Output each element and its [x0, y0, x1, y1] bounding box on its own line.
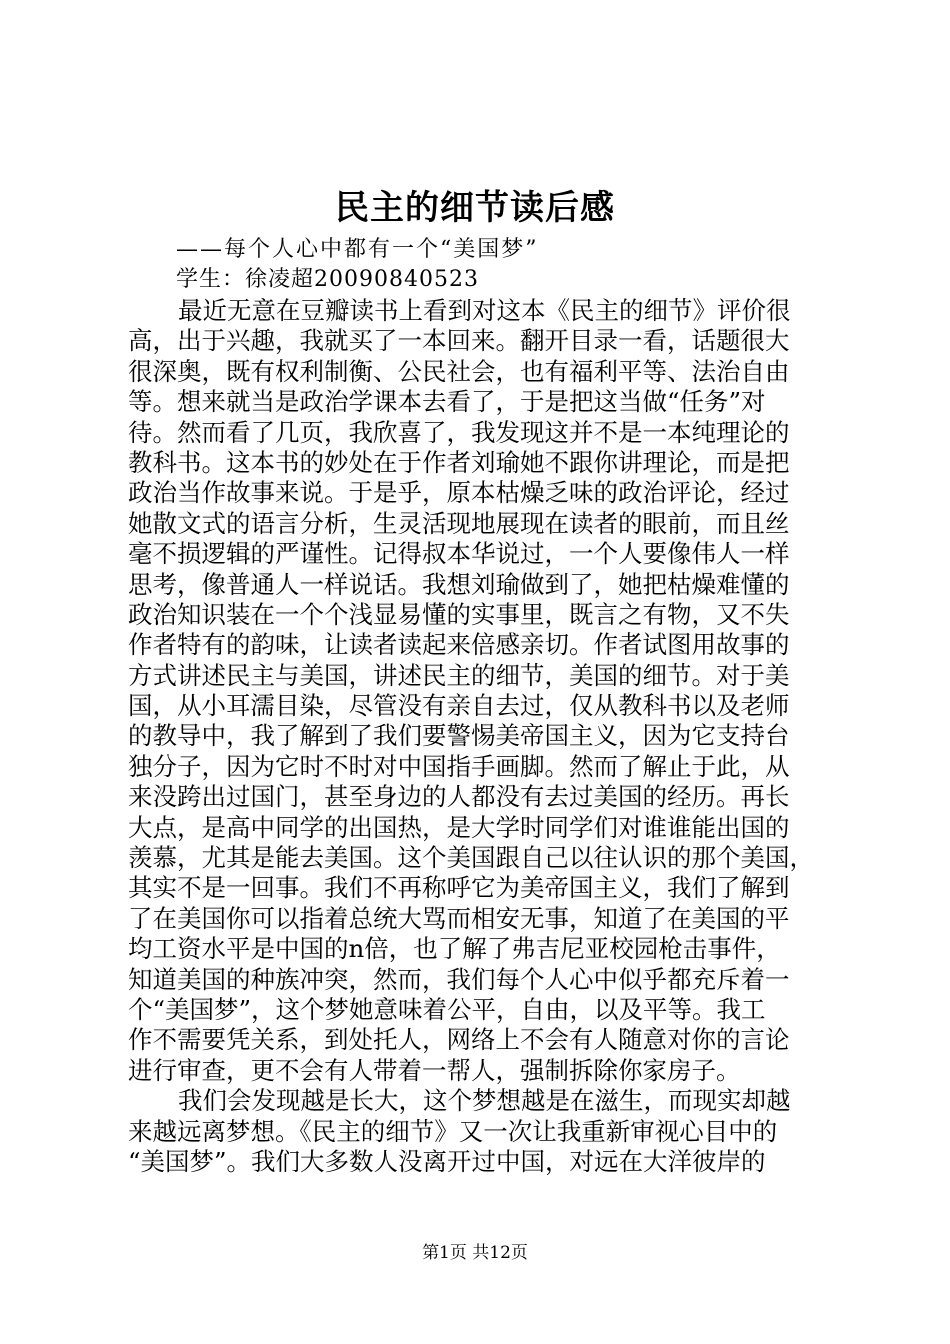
paragraph-line: 教科书。这本书的妙处在于作者刘瑜她不跟你讲理论，而是把 [128, 447, 790, 477]
paragraph-line: “美国梦”。我们大多数人没离开过中国，对远在大洋彼岸的 [128, 1146, 766, 1176]
paragraph-line: 她散文式的语言分析，生灵活现地展现在读者的眼前，而且丝 [128, 508, 790, 538]
paragraph-line: 我们会发现越是长大，这个梦想越是在滋生，而现实却越 [178, 1086, 791, 1116]
paragraph-line: 来越远离梦想。《民主的细节》又一次让我重新审视心目中的 [128, 1116, 778, 1146]
paragraph-line: 进行审查，更不会有人带着一帮人，强制拆除你家房子。 [128, 1055, 741, 1085]
document-subtitle: ——每个人心中都有一个“美国梦” [176, 237, 539, 262]
page-footer: 第1页 共12页 [422, 1243, 528, 1263]
paragraph-line: 最近无意在豆瓣读书上看到对这本《民主的细节》评价很 [178, 296, 791, 325]
paragraph-line: 大点，是高中同学的出国热，是大学时同学们对谁谁能出国的 [128, 812, 790, 842]
student-info: 学生：徐凌超20090840523 [176, 267, 479, 292]
paragraph-line: 政治当作故事来说。于是乎，原本枯燥乏味的政治评论，经过 [128, 478, 790, 508]
paragraph-line: 高，出于兴趣，我就买了一本回来。翻开目录一看，话题很大 [128, 326, 790, 356]
paragraph-line: 作不需要凭关系，到处托人，网络上不会有人随意对你的言论 [128, 1025, 790, 1055]
paragraph-line: 作者特有的韵味，让读者读起来倍感亲切。作者试图用故事的 [128, 630, 790, 660]
paragraph-line: 其实不是一回事。我们不再称呼它为美帝国主义，我们了解到 [128, 873, 790, 903]
paragraph-line: 来没跨出过国门，甚至身边的人都没有去过美国的经历。再长 [128, 782, 790, 812]
document-title: 民主的细节读后感 [335, 188, 615, 228]
paragraph-line: 国，从小耳濡目染，尽管没有亲自去过，仅从教科书以及老师 [128, 691, 790, 721]
paragraph-line: 政治知识装在一个个浅显易懂的实事里，既言之有物，又不失 [128, 599, 790, 629]
paragraph-line: 很深奥，既有权利制衡、公民社会，也有福利平等、法治自由 [128, 356, 790, 386]
paragraph-line: 了在美国你可以指着总统大骂而相安无事，知道了在美国的平 [128, 903, 790, 933]
paragraph-line: 的教导中，我了解到了我们要警惕美帝国主义，因为它支持台 [128, 721, 790, 751]
paragraph-line: 等。想来就当是政治学课本去看了，于是把这当做“任务”对 [128, 387, 766, 417]
paragraph-line: 羡慕，尤其是能去美国。这个美国跟自己以往认识的那个美国， [128, 843, 814, 873]
paragraph-line: 思考，像普通人一样说话。我想刘瑜做到了，她把枯燥难懂的 [128, 569, 790, 599]
paragraph-line: 独分子，因为它时不时对中国指手画脚。然而了解止于此，从 [128, 751, 790, 781]
paragraph-line: 均工资水平是中国的n倍，也了解了弗吉尼亚校园枪击事件， [128, 934, 781, 964]
paragraph-line: 待。然而看了几页，我欣喜了，我发现这并不是一本纯理论的 [128, 417, 790, 447]
paragraph-line: 方式讲述民主与美国，讲述民主的细节，美国的细节。对于美 [128, 660, 790, 690]
paragraph-line: 个“美国梦”，这个梦她意味着公平，自由，以及平等。我工 [128, 994, 766, 1024]
document-body [128, 296, 828, 1177]
paragraph-line: 知道美国的种族冲突，然而，我们每个人心中似乎都充斥着一 [128, 964, 790, 994]
paragraph-line: 毫不损逻辑的严谨性。记得叔本华说过，一个人要像伟人一样 [128, 539, 790, 569]
